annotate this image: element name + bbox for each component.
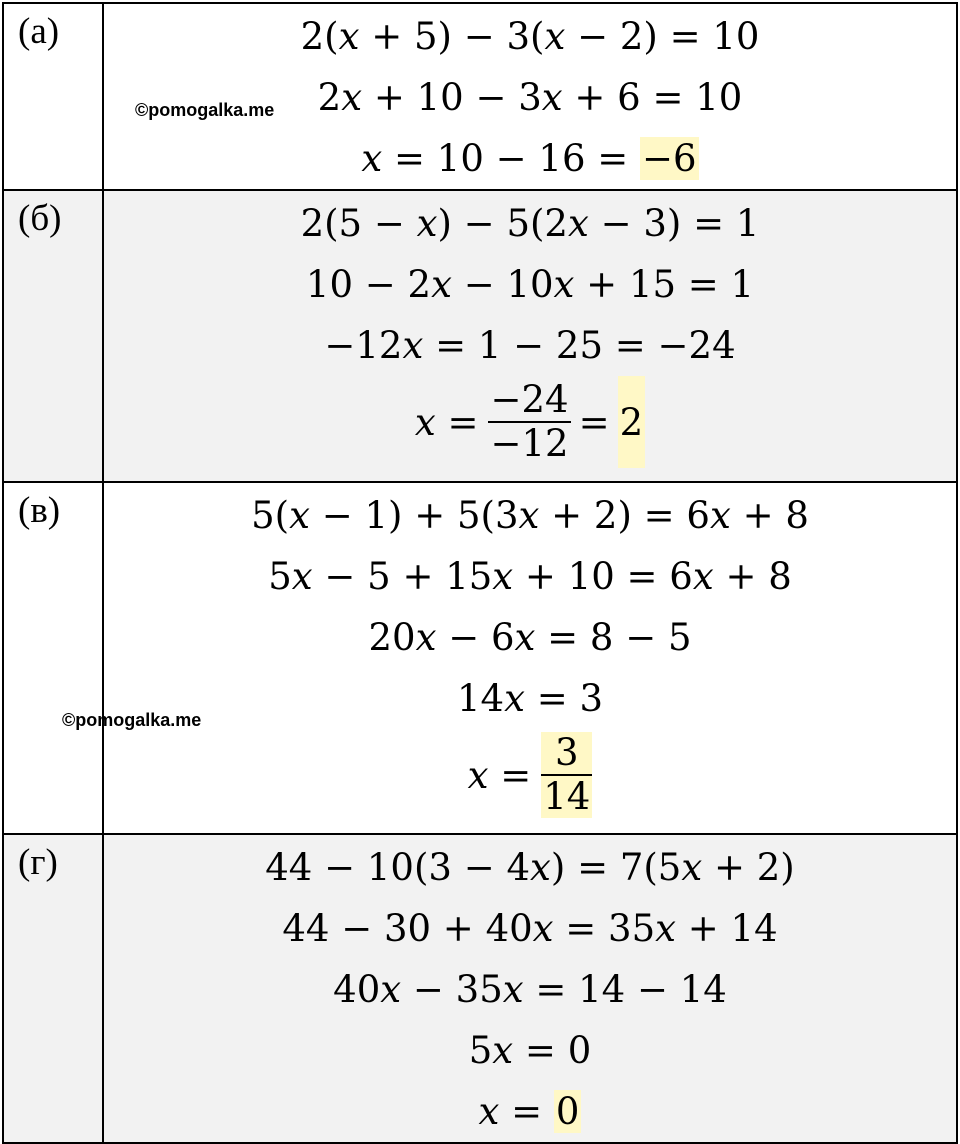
equation-line: 2x + 10 − 3x + 6 = 10	[317, 76, 743, 119]
equals-sign: =	[578, 400, 610, 444]
equation-line: 2(x + 5) − 3(x − 2) = 10	[300, 15, 760, 58]
fraction-line	[104, 729, 956, 821]
watermark-text: ©pomogalka.me	[62, 710, 202, 730]
row-label: (г)	[3, 834, 103, 1143]
equation-line: 44 − 30 + 40x = 35x + 14	[282, 907, 778, 950]
fraction-line	[104, 376, 956, 468]
equation-line	[104, 128, 956, 189]
row-label: (б)	[3, 190, 103, 482]
table-row	[3, 3, 957, 190]
fraction-lhs: x =	[467, 753, 532, 797]
equation-line: 44 − 10(3 − 4x) = 7(5x + 2)	[265, 846, 795, 889]
row-label: (а)	[3, 3, 103, 190]
equation-line: 5x = 0	[468, 1029, 592, 1072]
answer-highlight: −6	[642, 137, 697, 180]
equation-line: 2(5 − x) − 5(2x − 3) = 1	[300, 202, 760, 245]
solution-cell	[103, 482, 957, 834]
equation-line: 5(x − 1) + 5(3x + 2) = 6x + 8	[251, 494, 809, 537]
answer-fraction	[541, 732, 592, 818]
fraction	[488, 379, 570, 465]
equation-line: −12x = 1 − 25 = −24	[324, 324, 736, 367]
equation-text: x =	[478, 1090, 543, 1133]
answer-highlight: 0	[555, 1090, 580, 1133]
fraction-numerator: −24	[490, 378, 569, 421]
equation-line	[104, 1081, 956, 1142]
fraction-lhs: x =	[414, 400, 479, 444]
fraction-numerator: 3	[555, 731, 579, 774]
solution-cell	[103, 190, 957, 482]
solution-cell	[103, 834, 957, 1143]
table-row	[3, 482, 957, 834]
equation-line: 14x = 3	[456, 677, 604, 720]
equation-line: 40x − 35x = 14 − 14	[333, 968, 727, 1011]
solutions-table	[2, 2, 958, 1144]
table-row	[3, 190, 957, 482]
watermark-text: ©pomogalka.me	[135, 100, 275, 120]
solution-cell	[103, 3, 957, 190]
table-row	[3, 834, 957, 1143]
answer-highlight: 2	[618, 376, 646, 468]
fraction-denominator: 14	[543, 775, 591, 818]
equation-text: x = 10 − 16 =	[361, 137, 629, 180]
row-label: (в)	[3, 482, 103, 834]
equation-line: 5x − 5 + 15x + 10 = 6x + 8	[268, 555, 792, 598]
fraction-denominator: −12	[490, 422, 569, 465]
equation-line: 20x − 6x = 8 − 5	[368, 616, 692, 659]
equation-line: 10 − 2x − 10x + 15 = 1	[305, 263, 755, 306]
